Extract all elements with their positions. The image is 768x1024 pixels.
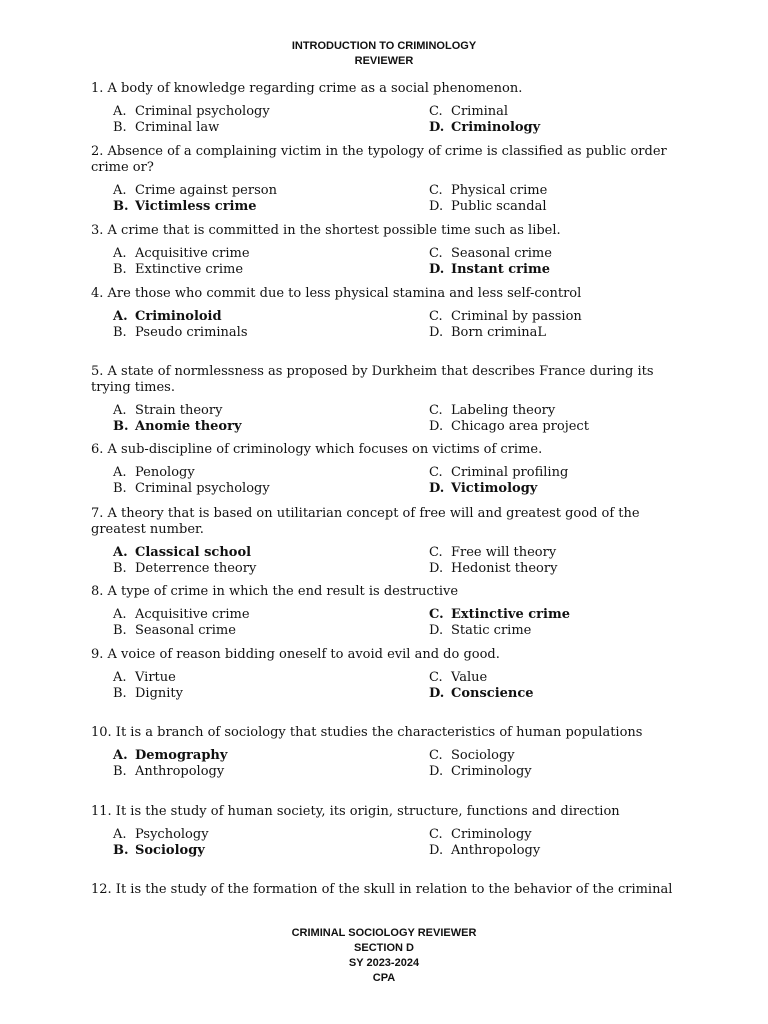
option-text: Demography xyxy=(135,748,228,763)
answer-option xyxy=(113,403,222,419)
answer-option xyxy=(429,465,568,481)
answer-option xyxy=(113,561,256,577)
option-letter: D. xyxy=(429,685,445,701)
option-letter: C. xyxy=(429,183,443,198)
option-letter: B. xyxy=(113,418,129,434)
answer-options xyxy=(91,403,681,435)
correct-answer-option xyxy=(429,481,537,497)
option-letter: C. xyxy=(429,607,444,622)
question-8 xyxy=(91,584,681,639)
question-12 xyxy=(91,882,681,898)
answer-option xyxy=(429,764,532,780)
option-text: Sociology xyxy=(451,748,515,763)
footer-program: CPA xyxy=(372,972,396,984)
option-letter: B. xyxy=(113,119,127,135)
option-letter: D. xyxy=(429,480,445,496)
option-text: Chicago area project xyxy=(451,418,589,434)
question-7 xyxy=(91,506,681,577)
option-letter: D. xyxy=(429,842,444,858)
answer-options xyxy=(91,104,681,136)
option-text: Criminoloid xyxy=(135,309,222,324)
answer-option xyxy=(113,827,209,843)
option-text: Deterrence theory xyxy=(135,560,257,576)
option-letter: D. xyxy=(429,324,444,340)
option-letter: B. xyxy=(113,685,127,701)
answer-option xyxy=(429,623,531,639)
option-letter: B. xyxy=(113,842,129,858)
answer-option xyxy=(429,325,546,341)
answer-option xyxy=(113,686,183,702)
document-footer xyxy=(0,926,768,986)
question-text: 1. A body of knowledge regarding crime as a social phenomenon. xyxy=(91,81,523,96)
question-text: 11. It is the study of human society, its origin, structure, functions and direction xyxy=(91,804,620,819)
option-letter: A. xyxy=(113,827,127,842)
answer-option xyxy=(113,481,270,497)
option-letter: C. xyxy=(429,545,443,560)
question-9 xyxy=(91,647,681,702)
footer-section: SECTION D xyxy=(354,942,414,954)
option-text: Classical school xyxy=(135,545,252,560)
question-text: 8. A type of crime in which the end result is destructive xyxy=(91,584,459,599)
question-text: 12. It is the study of the formation of the skull in relation to the behavior of the criminal xyxy=(91,882,673,897)
option-text: Conscience xyxy=(451,685,534,701)
answer-options xyxy=(91,309,681,341)
correct-answer-option xyxy=(429,262,550,278)
correct-answer-option xyxy=(113,199,257,215)
option-letter: B. xyxy=(113,622,127,638)
question-text: 10. It is a branch of sociology that studies the characteristics of human populations xyxy=(91,725,643,740)
question-4 xyxy=(91,286,681,341)
option-letter: C. xyxy=(429,827,443,842)
option-text: Criminology xyxy=(451,763,532,779)
option-text: Crime against person xyxy=(135,183,277,198)
question-2 xyxy=(91,144,681,215)
answer-option xyxy=(113,465,195,481)
answer-option xyxy=(113,325,248,341)
option-letter: D. xyxy=(429,261,445,277)
question-text: 7. A theory that is based on utilitarian concept of free will and greatest good of the greatest number. xyxy=(91,506,640,537)
option-letter: C. xyxy=(429,748,443,763)
option-text: Criminal profiling xyxy=(451,465,569,480)
correct-answer-option xyxy=(113,545,251,561)
answer-option xyxy=(429,545,556,561)
question-10 xyxy=(91,725,681,780)
answer-option xyxy=(113,607,250,623)
answer-option xyxy=(429,419,589,435)
option-letter: A. xyxy=(113,104,127,119)
correct-answer-option xyxy=(113,419,242,435)
answer-options xyxy=(91,748,681,780)
option-text: Dignity xyxy=(135,685,184,701)
option-text: Seasonal crime xyxy=(135,622,236,638)
question-11 xyxy=(91,804,681,859)
option-text: Victimology xyxy=(451,480,538,496)
option-letter: B. xyxy=(113,560,127,576)
option-text: Anthropology xyxy=(135,763,225,779)
correct-answer-option xyxy=(429,120,540,136)
option-text: Extinctive crime xyxy=(135,261,244,277)
answer-option xyxy=(113,262,243,278)
option-letter: A. xyxy=(113,403,127,418)
answer-option xyxy=(429,403,555,419)
option-text: Anomie theory xyxy=(135,418,242,434)
option-letter: A. xyxy=(113,246,127,261)
option-text: Penology xyxy=(135,465,195,480)
option-letter: B. xyxy=(113,261,127,277)
option-text: Criminal psychology xyxy=(135,104,270,119)
answer-options xyxy=(91,246,681,278)
option-text: Strain theory xyxy=(135,403,223,418)
option-letter: A. xyxy=(113,607,127,622)
option-letter: D. xyxy=(429,119,445,135)
option-letter: C. xyxy=(429,465,443,480)
option-letter: A. xyxy=(113,545,128,560)
answer-option xyxy=(113,246,250,262)
correct-answer-option xyxy=(113,843,205,859)
answer-options xyxy=(91,545,681,577)
option-letter: B. xyxy=(113,324,127,340)
answer-option xyxy=(113,183,277,199)
option-letter: D. xyxy=(429,560,444,576)
answer-options xyxy=(91,827,681,859)
correct-answer-option xyxy=(429,686,534,702)
answer-option xyxy=(113,120,219,136)
answer-option xyxy=(113,623,236,639)
option-letter: B. xyxy=(113,198,129,214)
document-header xyxy=(0,39,768,69)
answer-option xyxy=(429,670,487,686)
document-subtitle: REVIEWER xyxy=(354,55,414,67)
option-text: Psychology xyxy=(135,827,209,842)
question-text: 6. A sub-discipline of criminology which focuses on victims of crime. xyxy=(91,442,543,457)
option-letter: D. xyxy=(429,622,444,638)
option-text: Static crime xyxy=(451,622,532,638)
option-letter: C. xyxy=(429,670,443,685)
answer-option xyxy=(429,561,557,577)
question-1 xyxy=(91,81,681,136)
answer-options xyxy=(91,670,681,702)
option-text: Anthropology xyxy=(451,842,541,858)
question-text: 4. Are those who commit due to less physical stamina and less self-control xyxy=(91,286,582,301)
option-letter: A. xyxy=(113,748,128,763)
option-text: Sociology xyxy=(135,842,205,858)
question-text: 2. Absence of a complaining victim in the typology of crime is classified as public order crime or? xyxy=(91,144,667,175)
answer-options xyxy=(91,607,681,639)
option-text: Victimless crime xyxy=(135,198,257,214)
option-letter: C. xyxy=(429,246,443,261)
document-title: INTRODUCTION TO CRIMINOLOGY xyxy=(291,40,477,52)
answer-option xyxy=(113,104,270,120)
option-text: Criminal law xyxy=(135,119,220,135)
footer-course: CRIMINAL SOCIOLOGY REVIEWER xyxy=(291,927,477,939)
option-text: Physical crime xyxy=(451,183,548,198)
footer-school-year: SY 2023-2024 xyxy=(348,957,420,969)
option-text: Born criminaL xyxy=(451,324,546,340)
question-6 xyxy=(91,442,681,497)
answer-options xyxy=(91,465,681,497)
answer-option xyxy=(429,827,532,843)
question-text: 9. A voice of reason bidding oneself to avoid evil and do good. xyxy=(91,647,500,662)
option-text: Pseudo criminals xyxy=(135,324,248,340)
answer-options xyxy=(91,183,681,215)
option-text: Acquisitive crime xyxy=(135,246,250,261)
option-letter: D. xyxy=(429,198,444,214)
option-letter: A. xyxy=(113,465,127,480)
answer-option xyxy=(429,104,508,120)
option-text: Extinctive crime xyxy=(451,607,570,622)
option-letter: C. xyxy=(429,309,443,324)
option-text: Criminal psychology xyxy=(135,480,270,496)
correct-answer-option xyxy=(113,748,227,764)
correct-answer-option xyxy=(429,607,570,623)
option-text: Criminology xyxy=(451,119,541,135)
option-letter: A. xyxy=(113,670,127,685)
option-text: Virtue xyxy=(135,670,176,685)
option-text: Value xyxy=(451,670,488,685)
answer-option xyxy=(429,748,515,764)
option-letter: B. xyxy=(113,763,127,779)
option-text: Seasonal crime xyxy=(451,246,552,261)
option-text: Criminal by passion xyxy=(451,309,582,324)
answer-option xyxy=(429,246,552,262)
answer-option xyxy=(429,843,540,859)
answer-option xyxy=(429,183,547,199)
option-letter: A. xyxy=(113,309,128,324)
option-letter: C. xyxy=(429,104,443,119)
correct-answer-option xyxy=(113,309,222,325)
option-text: Hedonist theory xyxy=(451,560,558,576)
question-text: 5. A state of normlessness as proposed by Durkheim that describes France during its trying times. xyxy=(91,364,654,395)
answer-option xyxy=(113,764,224,780)
answer-option xyxy=(113,670,176,686)
question-3 xyxy=(91,223,681,278)
question-5 xyxy=(91,364,681,435)
question-text: 3. A crime that is committed in the shortest possible time such as libel. xyxy=(91,223,561,238)
option-letter: D. xyxy=(429,763,444,779)
answer-option xyxy=(429,309,582,325)
option-text: Criminology xyxy=(451,827,532,842)
option-text: Acquisitive crime xyxy=(135,607,250,622)
option-letter: C. xyxy=(429,403,443,418)
option-letter: D. xyxy=(429,418,444,434)
option-text: Public scandal xyxy=(451,198,547,214)
option-letter: A. xyxy=(113,183,127,198)
option-text: Criminal xyxy=(451,104,509,119)
option-text: Instant crime xyxy=(451,261,550,277)
option-letter: B. xyxy=(113,480,127,496)
option-text: Labeling theory xyxy=(451,403,556,418)
answer-option xyxy=(429,199,546,215)
option-text: Free will theory xyxy=(451,545,557,560)
